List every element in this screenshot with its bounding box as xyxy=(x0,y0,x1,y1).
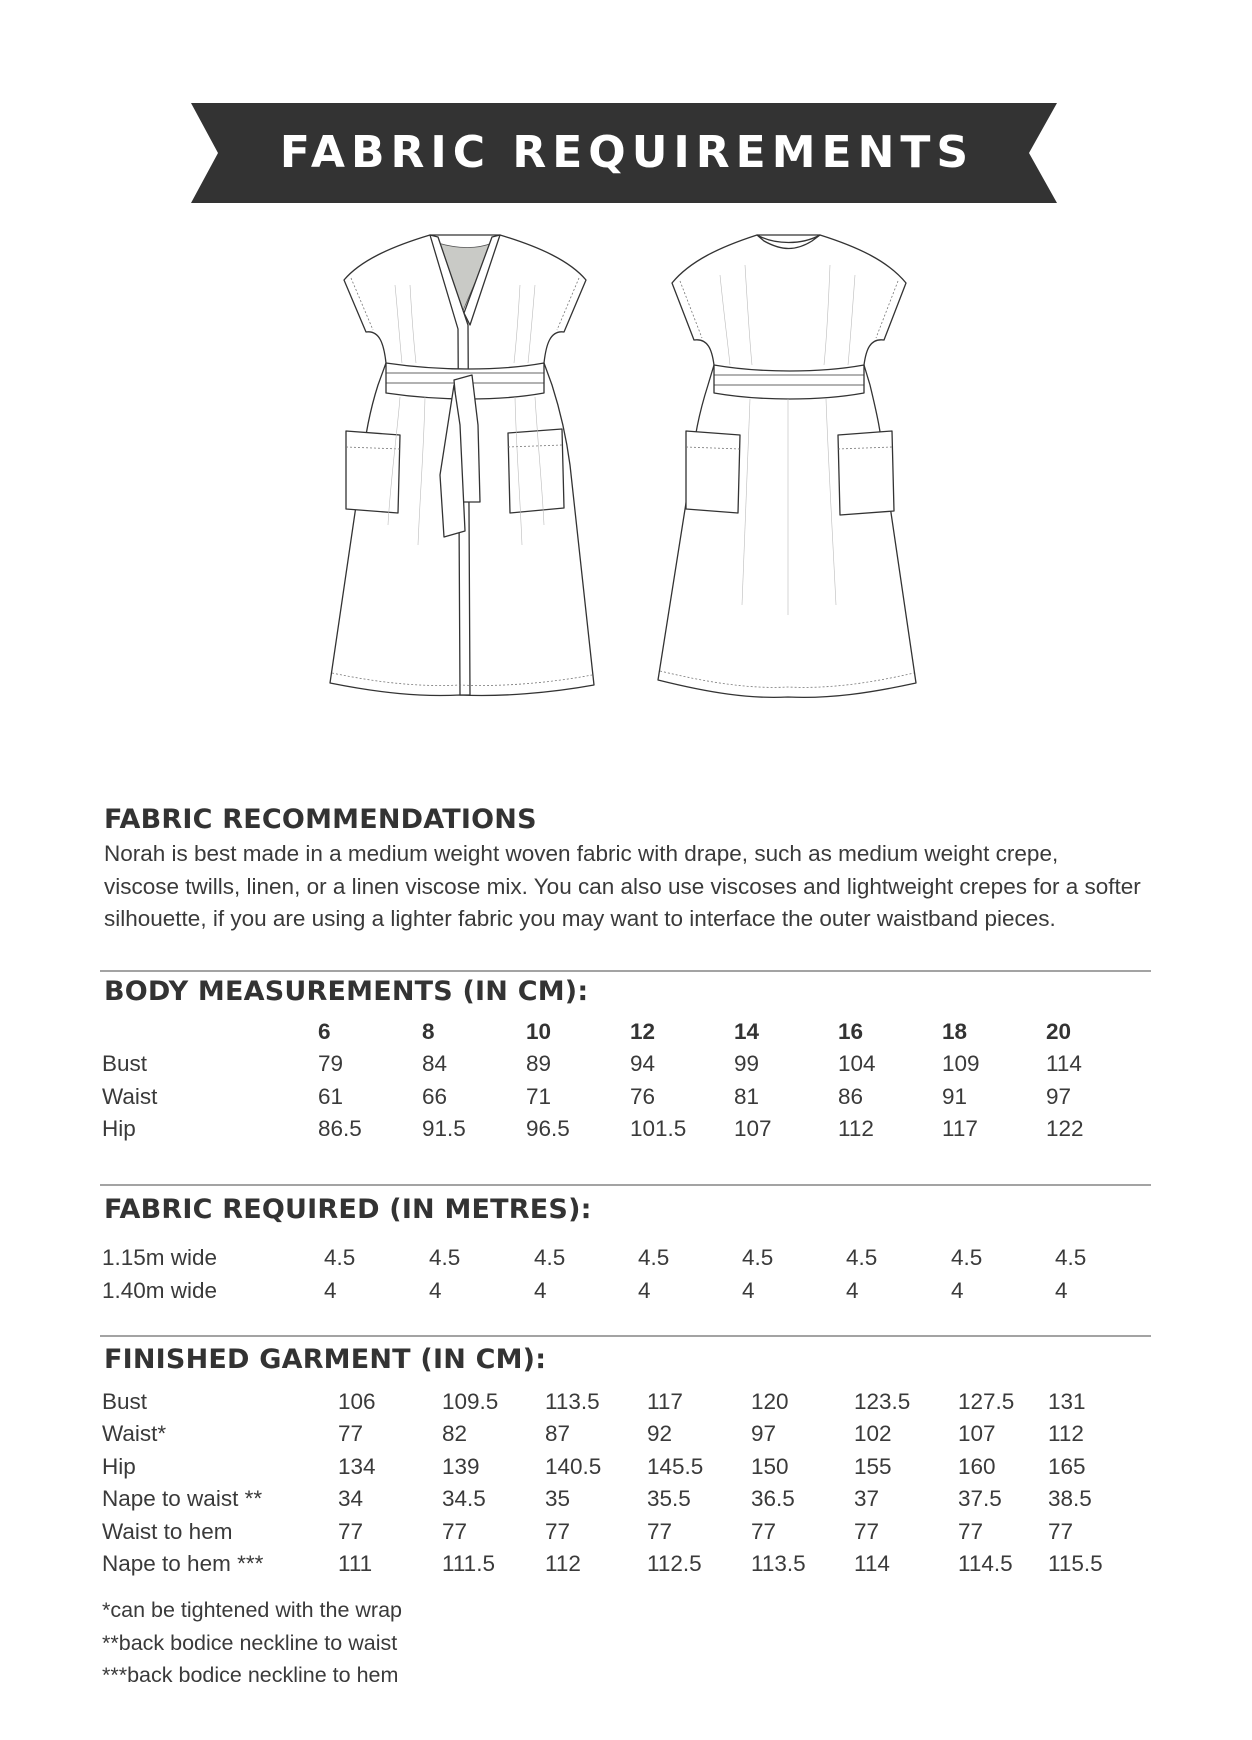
row-label: Hip xyxy=(102,1454,136,1479)
cell: 37 xyxy=(854,1486,880,1511)
cell: 4 xyxy=(846,1278,859,1303)
cell: 79 xyxy=(318,1051,344,1076)
row-label: 1.15m wide xyxy=(102,1245,218,1270)
table-row xyxy=(102,1551,1182,1583)
footnote: ***back bodice neckline to hem xyxy=(102,1663,399,1687)
cell: 112 xyxy=(545,1551,581,1576)
cell: 4 xyxy=(1055,1278,1068,1303)
cell: 117 xyxy=(942,1116,978,1141)
row-label: 1.40m wide xyxy=(102,1278,218,1303)
footnotes xyxy=(102,1594,402,1692)
cell: 89 xyxy=(526,1051,552,1076)
cell: 150 xyxy=(751,1454,789,1479)
table-row xyxy=(102,1486,1182,1518)
cell: 112 xyxy=(1048,1421,1084,1446)
section-divider xyxy=(100,1184,1151,1186)
size-label: 12 xyxy=(630,1019,656,1044)
cell: 4.5 xyxy=(324,1245,356,1270)
body-measurements-heading: BODY MEASUREMENTS (IN CM): xyxy=(104,976,589,1007)
cell: 76 xyxy=(630,1084,656,1109)
fabric-recommendations-heading: FABRIC RECOMMENDATIONS xyxy=(104,804,537,835)
size-label: 8 xyxy=(422,1019,435,1044)
cell: 155 xyxy=(854,1454,892,1479)
cell: 97 xyxy=(1046,1084,1072,1109)
cell: 71 xyxy=(526,1084,552,1109)
cell: 145.5 xyxy=(647,1454,704,1479)
cell: 4 xyxy=(534,1278,547,1303)
cell: 91 xyxy=(942,1084,968,1109)
cell: 77 xyxy=(545,1519,571,1544)
cell: 81 xyxy=(734,1084,760,1109)
cell: 4.5 xyxy=(742,1245,774,1270)
cell: 113.5 xyxy=(751,1551,806,1576)
cell: 36.5 xyxy=(751,1486,795,1511)
size-label: 18 xyxy=(942,1019,968,1044)
cell: 120 xyxy=(751,1389,789,1414)
cell: 109 xyxy=(942,1051,980,1076)
cell: 165 xyxy=(1048,1454,1086,1479)
cell: 4 xyxy=(742,1278,755,1303)
section-divider xyxy=(100,970,1151,972)
table-row xyxy=(102,1389,1182,1421)
table-row xyxy=(102,1116,1182,1148)
cell: 38.5 xyxy=(1048,1486,1092,1511)
cell: 87 xyxy=(545,1421,571,1446)
row-label: Waist xyxy=(102,1084,158,1109)
fabric-required-heading: FABRIC REQUIRED (IN METRES): xyxy=(104,1194,592,1225)
table-row xyxy=(102,1051,1182,1083)
title-banner xyxy=(191,103,1057,203)
row-label: Nape to waist ** xyxy=(102,1486,263,1511)
cell: 114 xyxy=(854,1551,890,1576)
section-divider xyxy=(100,1335,1151,1337)
cell: 35.5 xyxy=(647,1486,691,1511)
fabric-recommendations-text xyxy=(104,838,1164,936)
cell: 131 xyxy=(1048,1389,1086,1414)
cell: 112.5 xyxy=(647,1551,702,1576)
cell: 140.5 xyxy=(545,1454,602,1479)
cell: 104 xyxy=(838,1051,876,1076)
cell: 4.5 xyxy=(429,1245,461,1270)
cell: 4 xyxy=(324,1278,337,1303)
cell: 94 xyxy=(630,1051,656,1076)
finished-garment-heading: FINISHED GARMENT (IN CM): xyxy=(104,1344,547,1375)
cell: 86.5 xyxy=(318,1116,362,1141)
cell: 92 xyxy=(647,1421,673,1446)
cell: 4.5 xyxy=(638,1245,670,1270)
cell: 134 xyxy=(338,1454,376,1479)
size-label: 20 xyxy=(1046,1019,1072,1044)
cell: 122 xyxy=(1046,1116,1084,1141)
footnote: **back bodice neckline to waist xyxy=(102,1630,398,1655)
row-label: Nape to hem *** xyxy=(102,1551,264,1576)
cell: 66 xyxy=(422,1084,448,1109)
cell: 139 xyxy=(442,1454,480,1479)
cell: 77 xyxy=(751,1519,777,1544)
table-row xyxy=(102,1084,1182,1116)
table-row xyxy=(102,1278,1182,1310)
footnote: *can be tightened with the wrap xyxy=(102,1598,403,1622)
paragraph-line: viscose twills, linen, or a linen viscose mix. You can also use viscoses and lightweight crepes for a softer xyxy=(104,873,1141,899)
cell: 37.5 xyxy=(958,1486,1002,1511)
cell: 114 xyxy=(1046,1051,1082,1076)
cell: 102 xyxy=(854,1421,892,1446)
cell: 99 xyxy=(734,1051,760,1076)
cell: 4 xyxy=(951,1278,964,1303)
size-label: 14 xyxy=(734,1019,760,1044)
cell: 114.5 xyxy=(958,1551,1013,1576)
dress-front-illustration xyxy=(320,225,610,715)
row-label: Bust xyxy=(102,1051,148,1076)
cell: 77 xyxy=(338,1421,364,1446)
cell: 86 xyxy=(838,1084,864,1109)
cell: 34.5 xyxy=(442,1486,486,1511)
cell: 4.5 xyxy=(1055,1245,1087,1270)
table-row xyxy=(102,1454,1182,1486)
cell: 84 xyxy=(422,1051,448,1076)
cell: 77 xyxy=(1048,1519,1074,1544)
size-label: 16 xyxy=(838,1019,864,1044)
cell: 77 xyxy=(647,1519,673,1544)
cell: 97 xyxy=(751,1421,777,1446)
table-row xyxy=(102,1421,1182,1453)
cell: 77 xyxy=(854,1519,880,1544)
cell: 123.5 xyxy=(854,1389,911,1414)
size-label: 6 xyxy=(318,1019,331,1044)
paragraph-line: silhouette, if you are using a lighter fabric you may want to interface the outer waistband pieces. xyxy=(104,906,1056,931)
table-row xyxy=(102,1519,1182,1551)
cell: 127.5 xyxy=(958,1389,1015,1414)
cell: 4 xyxy=(638,1278,651,1303)
table-row xyxy=(102,1245,1182,1277)
cell: 4.5 xyxy=(846,1245,878,1270)
cell: 4.5 xyxy=(951,1245,983,1270)
cell: 91.5 xyxy=(422,1116,466,1141)
size-header-row xyxy=(102,1019,1182,1051)
cell: 77 xyxy=(338,1519,364,1544)
row-label: Hip xyxy=(102,1116,136,1141)
cell: 107 xyxy=(734,1116,772,1141)
cell: 111.5 xyxy=(442,1551,495,1576)
cell: 111 xyxy=(338,1551,373,1576)
cell: 107 xyxy=(958,1421,996,1446)
cell: 101.5 xyxy=(630,1116,687,1141)
cell: 112 xyxy=(838,1116,874,1141)
dress-back-illustration xyxy=(650,225,925,715)
cell: 82 xyxy=(442,1421,468,1446)
row-label: Waist to hem xyxy=(102,1519,233,1544)
cell: 4 xyxy=(429,1278,442,1303)
cell: 77 xyxy=(958,1519,984,1544)
page-title: FABRIC REQUIREMENTS xyxy=(279,127,975,178)
cell: 113.5 xyxy=(545,1389,600,1414)
row-label: Bust xyxy=(102,1389,148,1414)
cell: 115.5 xyxy=(1048,1551,1103,1576)
cell: 109.5 xyxy=(442,1389,499,1414)
cell: 61 xyxy=(318,1084,344,1109)
paragraph-line: Norah is best made in a medium weight woven fabric with drape, such as medium weight crepe, xyxy=(104,841,1059,866)
cell: 34 xyxy=(338,1486,364,1511)
cell: 4.5 xyxy=(534,1245,566,1270)
cell: 35 xyxy=(545,1486,571,1511)
cell: 96.5 xyxy=(526,1116,570,1141)
size-label: 10 xyxy=(526,1019,552,1044)
row-label: Waist* xyxy=(102,1421,167,1446)
cell: 160 xyxy=(958,1454,996,1479)
cell: 117 xyxy=(647,1389,683,1414)
cell: 106 xyxy=(338,1389,376,1414)
cell: 77 xyxy=(442,1519,468,1544)
